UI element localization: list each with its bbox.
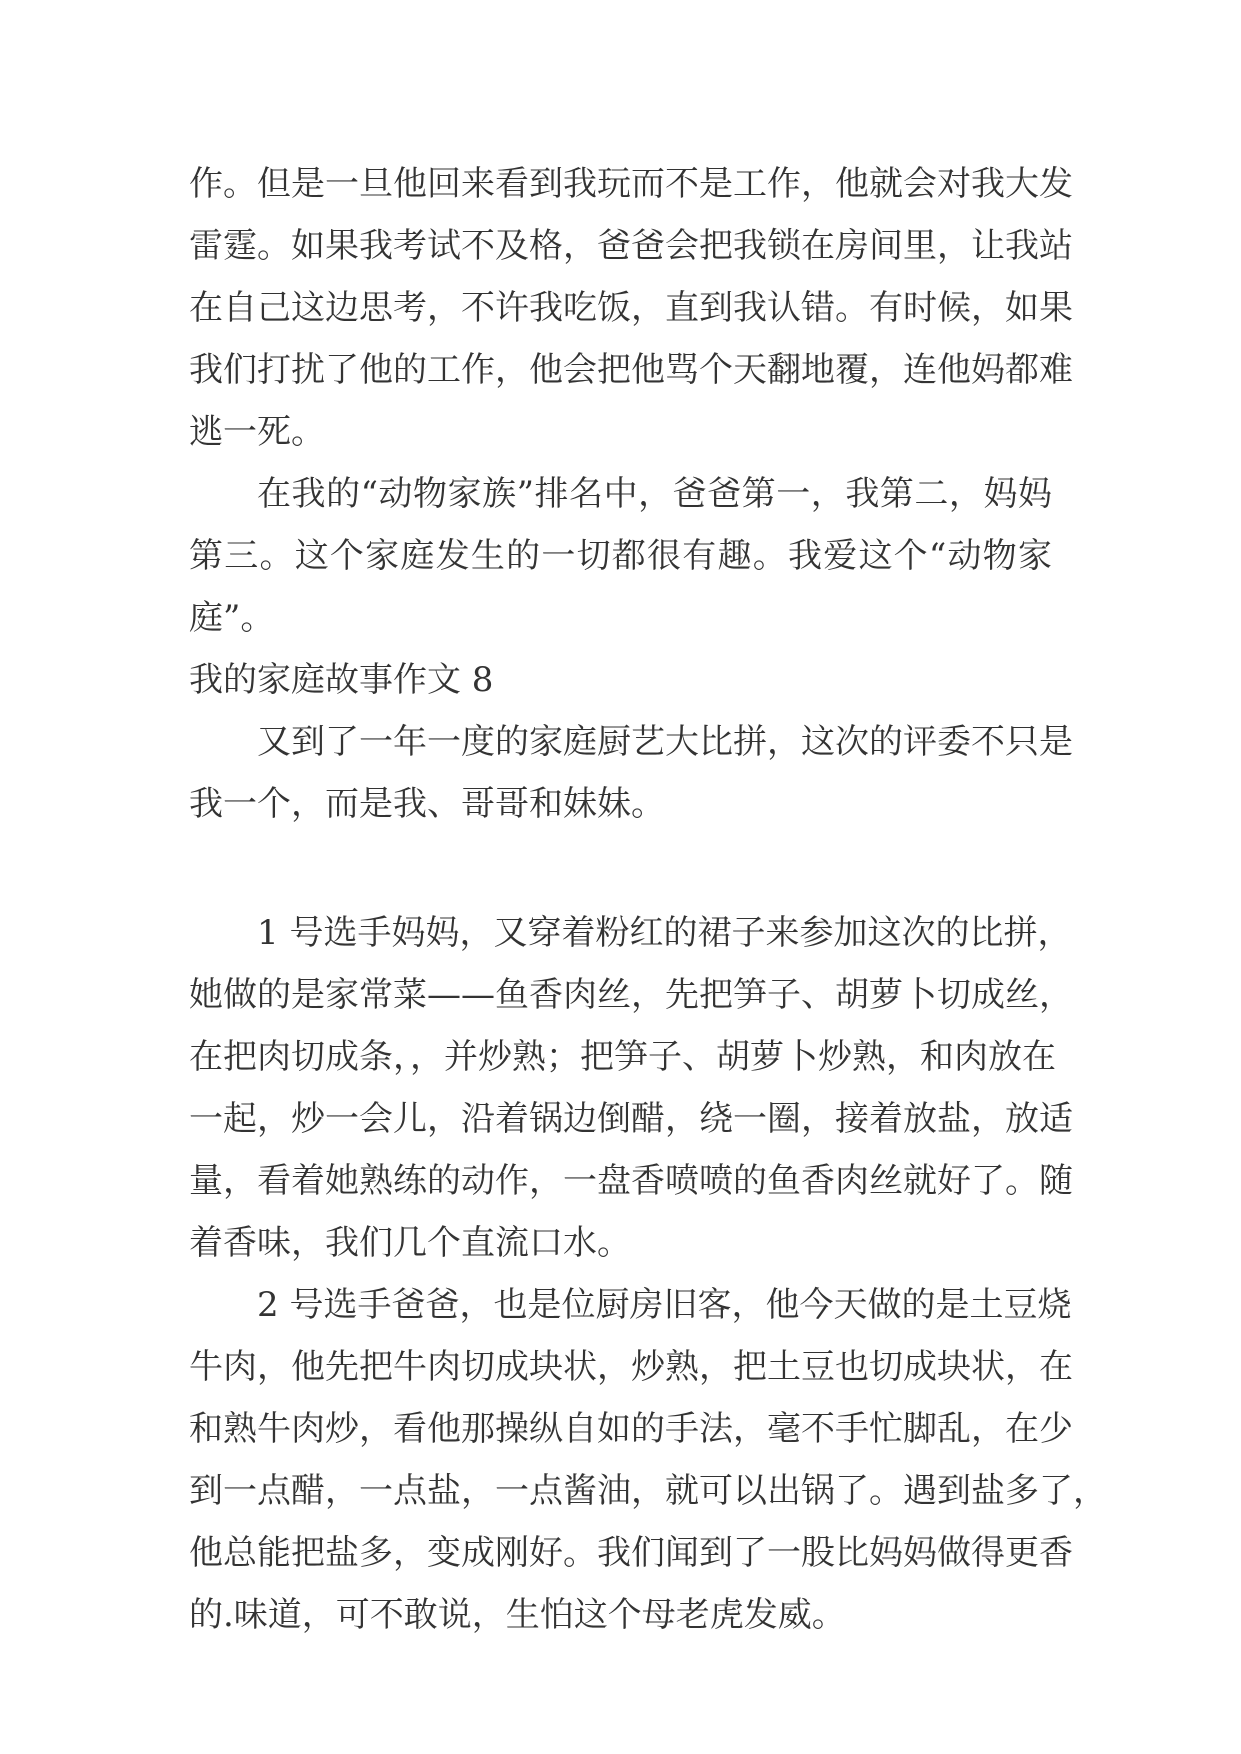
text-line: 她做的是家常菜——鱼香肉丝，先把笋子、胡萝卜切成丝，: [189, 975, 1073, 1015]
text-line: 庭”。: [189, 598, 275, 638]
text-line: 他总能把盐多，变成刚好。我们闻到了一股比妈妈做得更香: [189, 1533, 1073, 1573]
text-line: 到一点醋，一点盐，一点酱油，就可以出锅了。遇到盐多了，: [189, 1471, 1107, 1511]
text-line: 量，看着她熟练的动作，一盘香喷喷的鱼香肉丝就好了。随: [189, 1161, 1073, 1201]
text-line: 牛肉，他先把牛肉切成块状，炒熟，把土豆也切成块状，在: [189, 1347, 1073, 1387]
text-line: 我一个，而是我、哥哥和妹妹。: [189, 784, 665, 824]
text-line: 的.味道，可不敢说，生怕这个母老虎发威。: [189, 1595, 846, 1635]
paragraph-first-line: 2 号选手爸爸，也是位厨房旧客，他今天做的是土豆烧: [257, 1285, 1072, 1325]
text-line: 在把肉切成条，，并炒熟；把笋子、胡萝卜炒熟，和肉放在: [189, 1037, 1056, 1077]
text-line: 着香味，我们几个直流口水。: [189, 1223, 631, 1263]
text-line: 逃一死。: [189, 412, 325, 452]
text-line: 雷霆。如果我考试不及格，爸爸会把我锁在房间里，让我站: [189, 226, 1073, 266]
text-line: 我们打扰了他的工作，他会把他骂个天翻地覆，连他妈都难: [189, 350, 1073, 390]
paragraph-first-line: 1 号选手妈妈，又穿着粉红的裙子来参加这次的比拼，: [257, 913, 1072, 953]
section-heading: 我的家庭故事作文 8: [189, 660, 494, 700]
paragraph-first-line: 又到了一年一度的家庭厨艺大比拼，这次的评委不只是: [257, 722, 1073, 762]
text-line: 一起，炒一会儿，沿着锅边倒醋，绕一圈，接着放盐，放适: [189, 1099, 1073, 1139]
text-line: 第三。这个家庭发生的一切都很有趣。我爱这个“动物家: [189, 536, 1052, 576]
text-line: 作。但是一旦他回来看到我玩而不是工作，他就会对我大发: [189, 164, 1073, 204]
text-line: 和熟牛肉炒，看他那操纵自如的手法，毫不手忙脚乱，在少: [189, 1409, 1073, 1449]
paragraph-first-line: 在我的“动物家族”排名中，爸爸第一，我第二，妈妈: [257, 474, 1052, 514]
text-line: 在自己这边思考，不许我吃饭，直到我认错。有时候，如果: [189, 288, 1073, 328]
